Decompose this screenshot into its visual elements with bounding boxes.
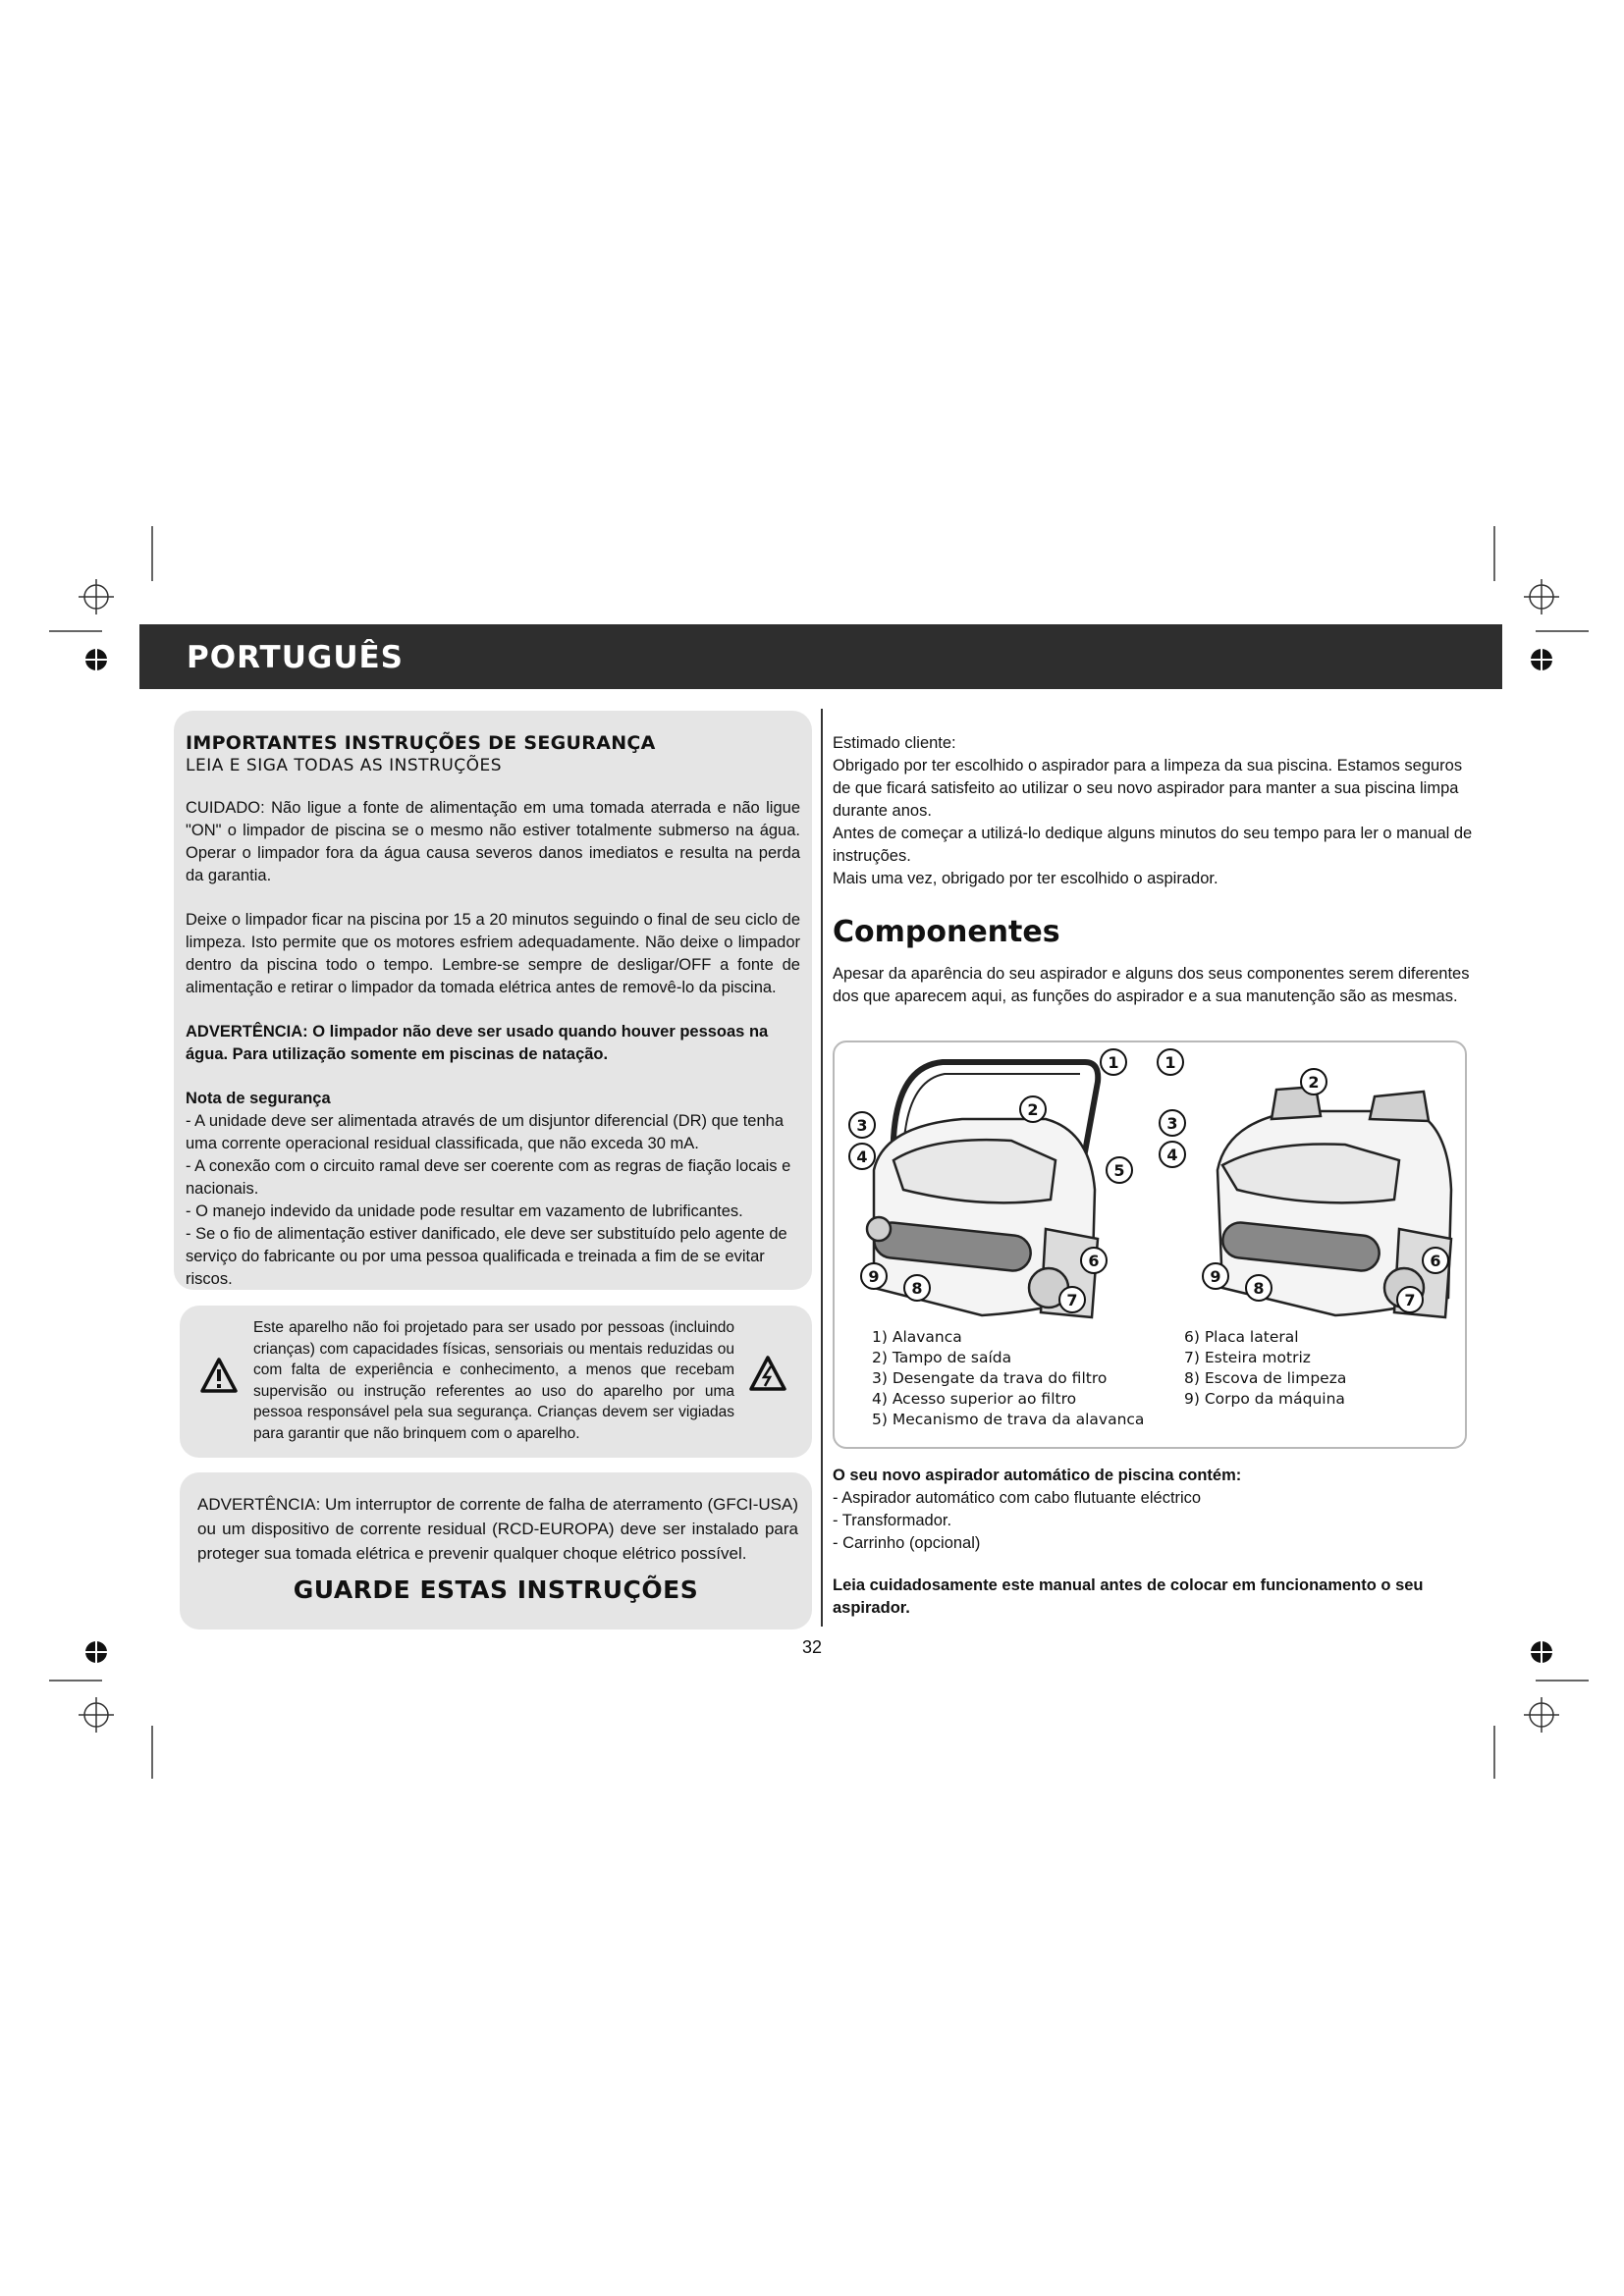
legend-item: 4) Acesso superior ao filtro	[872, 1390, 1077, 1408]
contents-item: - Transformador.	[833, 1512, 952, 1529]
callout-label: 6	[1430, 1252, 1441, 1270]
callout-label: 3	[1166, 1114, 1178, 1133]
legend-item: 2) Tampo de saída	[872, 1349, 1012, 1366]
electric-hazard-icon	[748, 1355, 787, 1392]
language-header	[139, 624, 1502, 689]
callout-label: 8	[1253, 1279, 1265, 1298]
safety-note-item: - A conexão com o circuito ramal deve ser coerente com as regras de fiação locais e nacionais.	[186, 1157, 791, 1198]
callout-label: 4	[856, 1148, 868, 1166]
callout-label: 9	[1210, 1267, 1221, 1286]
callout-label: 8	[911, 1279, 923, 1298]
gfci-warning-box	[180, 1472, 812, 1629]
safety-subtitle: LEIA E SIGA TODAS AS INSTRUÇÕES	[186, 756, 503, 775]
legend-item: 1) Alavanca	[872, 1328, 962, 1346]
legend-item: 5) Mecanismo de trava da alavanca	[872, 1411, 1145, 1428]
components-diagram	[833, 1041, 1467, 1449]
legend-item: 8) Escova de limpeza	[1184, 1369, 1347, 1387]
callout-label: 7	[1066, 1291, 1078, 1309]
warning-triangle-icon	[199, 1357, 239, 1394]
components-description: Apesar da aparência do seu aspirador e alguns dos seus componentes serem diferentes dos que aparecem aqui, as funções do aspirador e a sua manutenção são as mesmas.	[833, 965, 1470, 1005]
cooldown-text: Deixe o limpador ficar na piscina por 15 a 20 minutos seguindo o final de seu ciclo de limpeza. Isto permite que os motores esfriem adequadamente. Não deixe o limpador dentro da piscina todo o tempo. Lembre-se sempre de desligar/OFF a fonte de alimentação e retirar o limpador da tomada elétrica antes de removê-lo da piscina.	[186, 911, 800, 996]
contents-title: O seu novo aspirador automático de piscina contém:	[833, 1467, 1242, 1484]
thanks-text: Obrigado por ter escolhido o aspirador para a limpeza da sua piscina. Estamos seguros de que ficará satisfeito ao utilizar o seu novo aspirador para manter a sua piscina limpa durante anos.	[833, 757, 1463, 820]
callout-label: 7	[1404, 1291, 1416, 1309]
column-divider	[821, 709, 823, 1627]
callout-label: 1	[1108, 1053, 1119, 1072]
safety-title: IMPORTANTES INSTRUÇÕES DE SEGURANÇA	[186, 732, 656, 754]
callout-label: 6	[1088, 1252, 1100, 1270]
legend-left	[872, 1327, 1144, 1430]
child-warning-text: Este aparelho não foi projetado para ser usado por pessoas (incluindo crianças) com capacidades físicas, sensoriais ou mentais reduzidas ou com falta de experiência e conhecimento, a menos que recebam supervisão ou instrução referentes ao uso do aparelho por uma pessoa responsável pela sua segurança. Crianças devem ser vigiadas para garantir que não brinquem com o aparelho.	[253, 1319, 734, 1442]
components-section	[833, 915, 1481, 1008]
callout-label: 2	[1308, 1073, 1320, 1092]
callout-label: 5	[1113, 1161, 1125, 1180]
legend-right	[1184, 1327, 1346, 1410]
greeting-text: Estimado cliente:	[833, 734, 956, 752]
contents-item: - Aspirador automático com cabo flutuante eléctrico	[833, 1489, 1202, 1507]
child-warning-box	[180, 1306, 812, 1458]
legend-item: 9) Corpo da máquina	[1184, 1390, 1345, 1408]
components-title: Componentes	[833, 915, 1060, 949]
safety-instructions-box	[174, 711, 812, 1290]
safety-note-item: - A unidade deve ser alimentada através de um disjuntor diferencial (DR) que tenha uma corrente operacional residual classificada, que não exceda 30 mA.	[186, 1112, 785, 1152]
legend-item: 6) Placa lateral	[1184, 1328, 1299, 1346]
safety-note-title: Nota de segurança	[186, 1090, 331, 1107]
callout-label: 3	[856, 1116, 868, 1135]
safety-note-item: - Se o fio de alimentação estiver danificado, ele deve ser substituído pelo agente de serviço do fabricante ou por uma pessoa qualificada e treinada a fim de se evitar riscos.	[186, 1225, 787, 1288]
callout-label: 1	[1164, 1053, 1176, 1072]
legend-item: 7) Esteira motriz	[1184, 1349, 1311, 1366]
safety-note-item: - O manejo indevido da unidade pode resultar em vazamento de lubrificantes.	[186, 1202, 743, 1220]
caution-text: CUIDADO: Não ligue a fonte de alimentação em uma tomada aterrada e não ligue "ON" o limpador de piscina se o mesmo não estiver totalmente submerso na água. Operar o limpador fora da água causa severos danos imediatos e resulta na perda da garantia.	[186, 799, 800, 884]
water-warning-text: ADVERTÊNCIA: O limpador não deve ser usado quando houver pessoas na água. Para utilização somente em piscinas de natação.	[186, 1023, 769, 1063]
read-carefully-text: Leia cuidadosamente este manual antes de colocar em funcionamento o seu aspirador.	[833, 1576, 1424, 1617]
legend-item: 3) Desengate da trava do filtro	[872, 1369, 1108, 1387]
intro-section	[833, 732, 1481, 890]
read-manual-text: Antes de começar a utilizá-lo dedique alguns minutos do seu tempo para ler o manual de instruções.	[833, 825, 1473, 865]
callout-label: 4	[1166, 1146, 1178, 1164]
keep-instructions-heading: GUARDE ESTAS INSTRUÇÕES	[293, 1575, 699, 1604]
thanks-again-text: Mais uma vez, obrigado por ter escolhido o aspirador.	[833, 870, 1218, 887]
page-number: 32	[801, 1637, 823, 1657]
callout-label: 2	[1027, 1100, 1039, 1119]
contents-item: - Carrinho (opcional)	[833, 1534, 981, 1552]
gfci-warning-text: ADVERTÊNCIA: Um interruptor de corrente de falha de aterramento (GFCI-USA) ou um dispositivo de corrente residual (RCD-EUROPA) deve ser instalado para proteger sua tomada elétrica e prevenir qualquer choque elétrico possível.	[197, 1495, 798, 1563]
callout-label: 9	[868, 1267, 880, 1286]
page-title: PORTUGUÊS	[187, 640, 404, 675]
package-contents	[833, 1465, 1481, 1620]
